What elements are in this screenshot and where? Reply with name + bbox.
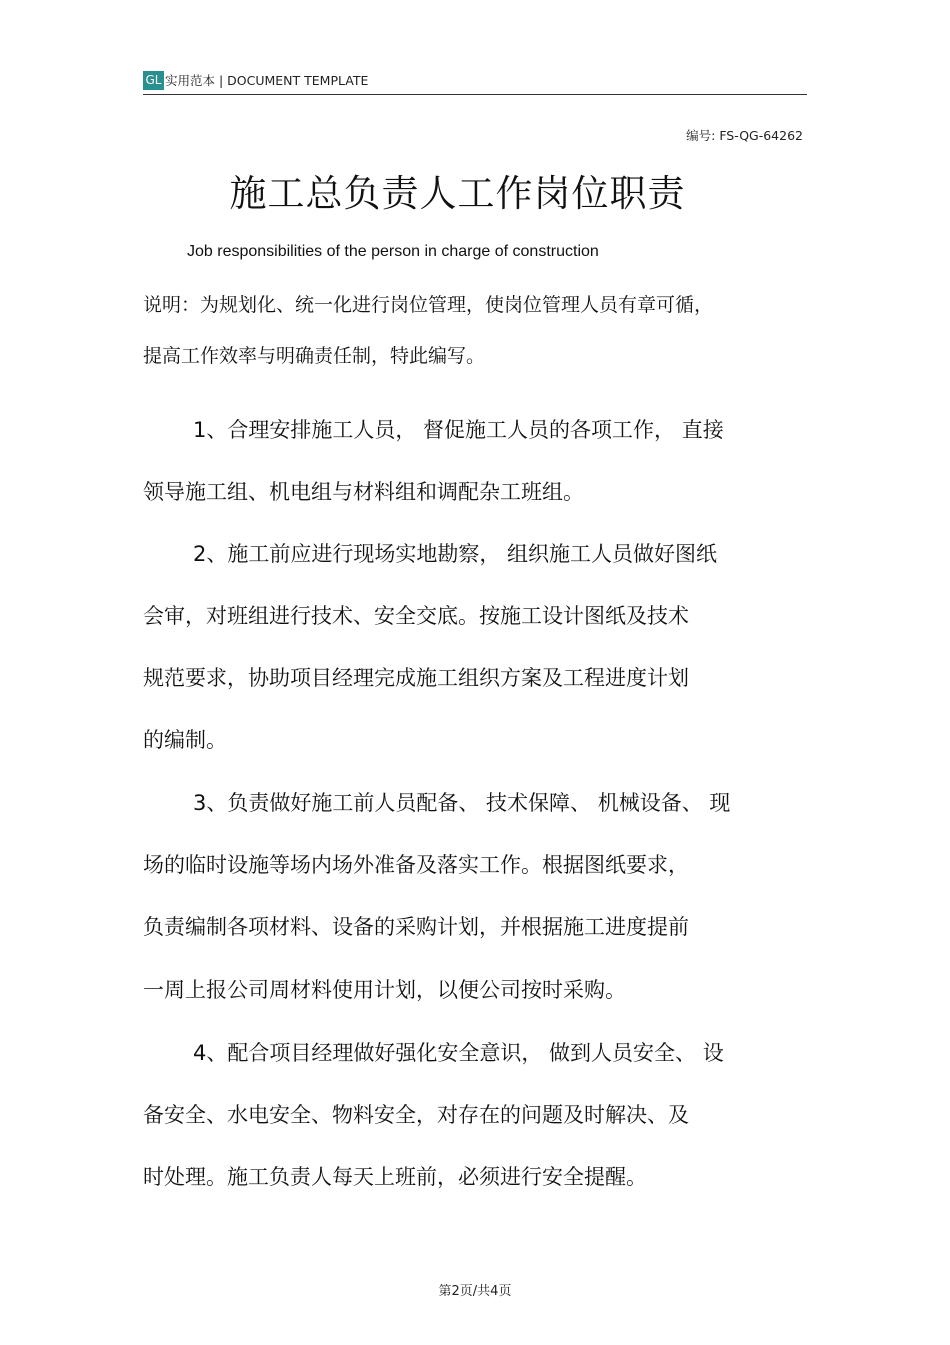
paragraph-4-line: 时处理。施工负责人每天上班前，必须进行安全提醒。 — [143, 1165, 647, 1189]
note-line: 提高工作效率与明确责任制，特此编写。 — [143, 345, 486, 367]
paragraph-2-line: 2、施工前应进行现场实地勘察， 组织施工人员做好图纸 — [193, 542, 718, 566]
page-header — [143, 70, 807, 95]
header-text: 实用范本 | DOCUMENT TEMPLATE — [165, 73, 369, 88]
logo-badge: GL — [143, 71, 164, 90]
note-line: 说明：为规划化、统一化进行岗位管理，使岗位管理人员有章可循， — [143, 294, 714, 316]
paragraph-3-line: 负责编制各项材料、设备的采购计划，并根据施工进度提前 — [143, 915, 689, 939]
paragraph-1-line: 领导施工组、机电组与材料组和调配杂工班组。 — [143, 480, 584, 504]
paragraph-2-line: 的编制。 — [143, 728, 227, 752]
paragraph-4-line: 4、配合项目经理做好强化安全意识， 做到人员安全、 设 — [193, 1041, 724, 1065]
paragraph-1-line: 1、合理安排施工人员， 督促施工人员的各项工作， 直接 — [193, 418, 724, 442]
document-number: 编号: FS-QG-64262 — [686, 128, 803, 143]
paragraph-3-line: 场的临时设施等场内场外准备及落实工作。根据图纸要求， — [143, 853, 689, 877]
paragraph-2-line: 规范要求，协助项目经理完成施工组织方案及工程进度计划 — [143, 666, 689, 690]
paragraph-4-line: 备安全、水电安全、物料安全，对存在的问题及时解决、及 — [143, 1103, 689, 1127]
page-footer: 第2页/共4页 — [438, 1284, 512, 1299]
paragraph-3-line: 一周上报公司周材料使用计划，以便公司按时采购。 — [143, 978, 626, 1002]
paragraph-2-line: 会审，对班组进行技术、安全交底。按施工设计图纸及技术 — [143, 604, 689, 628]
page-subtitle: Job responsibilities of the person in charge of construction — [187, 243, 599, 260]
page-title: 施工总负责人工作岗位职责 — [229, 172, 686, 215]
paragraph-3-line: 3、负责做好施工前人员配备、 技术保障、 机械设备、 现 — [193, 791, 731, 815]
